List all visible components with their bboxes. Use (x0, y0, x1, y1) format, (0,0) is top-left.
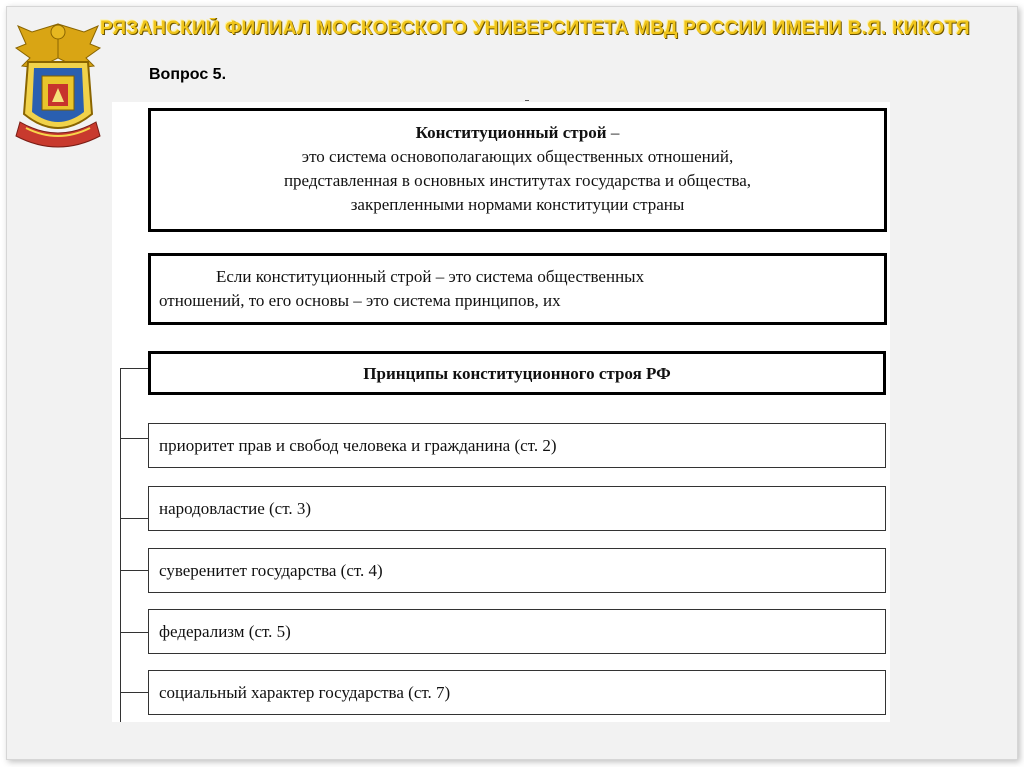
connector-branch (120, 438, 148, 439)
connector-branch (120, 570, 148, 571)
definition-line: представленная в основных институтах государства и общества, (283, 171, 752, 190)
connector-branch (120, 692, 148, 693)
condition-line: Если конституционный строй – это система общественных (216, 267, 645, 286)
principle-item: суверенитет государства (ст. 4) (148, 548, 886, 593)
principle-item: федерализм (ст. 5) (148, 609, 886, 654)
mvd-emblem-icon (12, 18, 104, 156)
connector-branch (120, 632, 148, 633)
principle-item: социальный характер государства (ст. 7) (148, 670, 886, 715)
connector-trunk (120, 368, 121, 722)
definition-term: Конституционный строй (415, 123, 607, 142)
principle-item: народовластие (ст. 3) (148, 486, 886, 531)
definition-dash: – (606, 123, 620, 142)
principles-heading: Принципы конституционного строя РФ (148, 351, 886, 395)
definition-term-line (151, 121, 884, 145)
definition-line: закрепленными нормами конституции страны (350, 195, 685, 214)
institution-title: РЯЗАНСКИЙ ФИЛИАЛ МОСКОВСКОГО УНИВЕРСИТЕТА МВД РОССИИ ИМЕНИ В.Я. КИКОТЯ (100, 18, 970, 39)
connector-branch (120, 518, 148, 519)
definition-box (148, 108, 887, 232)
divider-mark (525, 100, 529, 101)
definition-line: это система основополагающих общественных отношений, (301, 147, 734, 166)
connector-branch (120, 368, 148, 369)
condition-box (148, 253, 887, 325)
question-number: Вопрос 5. (149, 66, 227, 83)
principle-item: приоритет прав и свобод человека и гражданина (ст. 2) (148, 423, 886, 468)
condition-line: отношений, то его основы – это система принципов, их (159, 291, 561, 310)
